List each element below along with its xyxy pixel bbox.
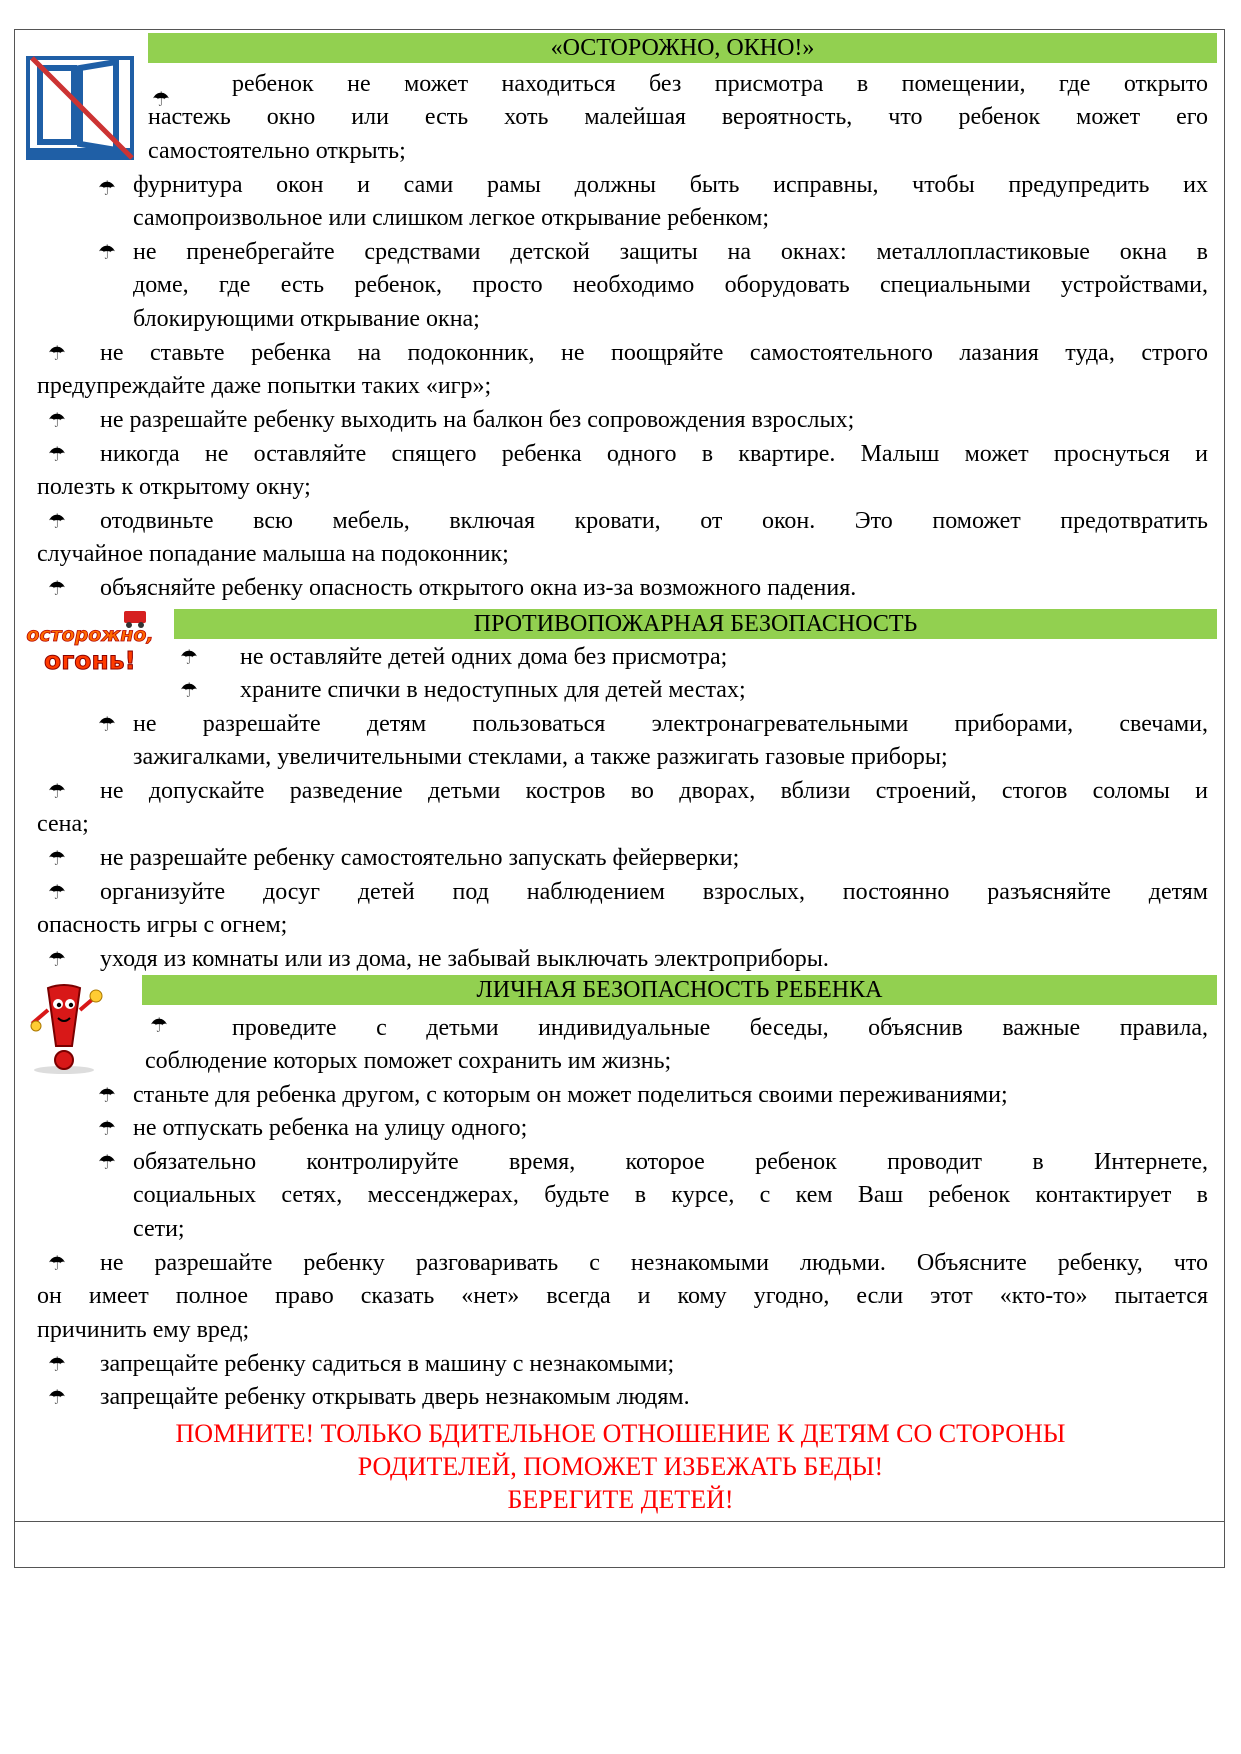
- bullet-icon: ☂: [48, 576, 66, 600]
- list-item-line: случайное попадание малыша на подоконник;: [37, 541, 509, 567]
- list-item-line: станьте для ребенка другом, с которым он может поделиться своими переживаниями;: [133, 1082, 1008, 1108]
- list-item-line: организуйте досуг детей под наблюдением взрослых, постоянно разъясняйте детям: [100, 879, 1208, 905]
- list-item-line: сена;: [37, 811, 89, 837]
- bullet-icon: ☂: [180, 678, 198, 702]
- list-item-line: не разрешайте ребенку самостоятельно запускать фейерверки;: [100, 845, 740, 871]
- list-item-line: не разрешайте ребенку разговаривать с незнакомыми людьми. Объясните ребенку, что: [100, 1250, 1208, 1276]
- bullet-icon: ☂: [98, 1083, 116, 1107]
- list-item-line: соблюдение которых поможет сохранить им жизнь;: [145, 1048, 672, 1074]
- list-item-line: не оставляйте детей одних дома без присмотра;: [240, 644, 728, 670]
- bullet-icon: ☂: [48, 947, 66, 971]
- fire-warning-logo-icon: [20, 607, 162, 679]
- bullet-icon: ☂: [48, 408, 66, 432]
- list-item-line: не допускайте разведение детьми костров во дворах, вблизи строений, стогов соломы и: [100, 778, 1208, 804]
- bullet-icon: ☂: [98, 176, 116, 200]
- list-item-line: полезть к открытому окну;: [37, 474, 311, 500]
- logo-text-1: осторожно,: [26, 624, 154, 646]
- warning-line-1: ПОМНИТЕ! ТОЛЬКО БДИТЕЛЬНОЕ ОТНОШЕНИЕ К ДЕТЯМ СО СТОРОНЫ: [175, 1419, 1066, 1448]
- list-item-line: сети;: [133, 1216, 185, 1242]
- list-item-line: самостоятельно открыть;: [148, 138, 406, 164]
- list-item-line: ребенок не может находиться без присмотра в помещении, где открыто: [232, 71, 1208, 97]
- bullet-icon: ☂: [98, 1116, 116, 1140]
- list-item-line: запрещайте ребенку открывать дверь незнакомым людям.: [100, 1384, 690, 1410]
- list-item-line: не пренебрегайте средствами детской защиты на окнах: металлопластиковые окна в: [133, 239, 1208, 265]
- list-item-line: объясняйте ребенку опасность открытого окна из-за возможного падения.: [100, 575, 857, 601]
- list-item-line: блокирующими открывание окна;: [133, 306, 480, 332]
- bullet-icon: ☂: [150, 1013, 168, 1037]
- warning-line-3: БЕРЕГИТЕ ДЕТЕЙ!: [507, 1485, 734, 1514]
- section-header-fire: ПРОТИВОПОЖАРНАЯ БЕЗОПАСНОСТЬ: [174, 609, 1217, 639]
- list-item-line: причинить ему вред;: [37, 1317, 250, 1343]
- bullet-icon: ☂: [48, 779, 66, 803]
- list-item-line: настежь окно или есть хоть малейшая вероятность, что ребенок может его: [148, 104, 1208, 130]
- bullet-icon: ☂: [48, 880, 66, 904]
- list-item-line: зажигалками, увеличительными стеклами, а также разжигать газовые приборы;: [133, 744, 948, 770]
- list-item-line: фурнитура окон и сами рамы должны быть исправны, чтобы предупредить их: [133, 172, 1208, 198]
- bullet-icon: ☂: [98, 712, 116, 736]
- bottom-divider: [15, 1521, 1224, 1522]
- list-item-line: храните спички в недоступных для детей местах;: [240, 677, 746, 703]
- section-header-window: «ОСТОРОЖНО, ОКНО!»: [148, 33, 1217, 63]
- list-item-line: проведите с детьми индивидуальные беседы, объяснив важные правила,: [232, 1015, 1208, 1041]
- bullet-icon: ☂: [180, 645, 198, 669]
- bullet-icon: ☂: [48, 341, 66, 365]
- list-item-line: не отпускать ребенка на улицу одного;: [133, 1115, 528, 1141]
- list-item-line: не разрешайте ребенку выходить на балкон без сопровождения взрослых;: [100, 407, 855, 433]
- bullet-icon: ☂: [98, 240, 116, 264]
- list-item-line: предупреждайте даже попытки таких «игр»;: [37, 373, 492, 399]
- list-item-line: никогда не оставляйте спящего ребенка одного в квартире. Малыш может проснуться и: [100, 441, 1208, 467]
- list-item-line: уходя из комнаты или из дома, не забывай выключать электроприборы.: [100, 946, 829, 972]
- list-item-line: обязательно контролируйте время, которое ребенок проводит в Интернете,: [133, 1149, 1208, 1175]
- list-item-line: самопроизвольное или слишком легкое открывание ребенком;: [133, 205, 770, 231]
- no-open-window-icon: [24, 54, 136, 162]
- list-item-line: отодвиньте всю мебель, включая кровати, от окон. Это поможет предотвратить: [100, 508, 1208, 534]
- bullet-icon: ☂: [48, 509, 66, 533]
- bullet-icon: ☂: [48, 1251, 66, 1275]
- bullet-icon: ☂: [98, 1150, 116, 1174]
- bullet-icon: ☂: [48, 442, 66, 466]
- list-item-line: он имеет полное право сказать «нет» всегда и кому угодно, если этот «кто-то» пытается: [37, 1283, 1208, 1309]
- logo-text-2: огонь!: [44, 646, 136, 675]
- bullet-icon: ☂: [48, 1352, 66, 1376]
- bullet-icon: ☂: [48, 1385, 66, 1409]
- list-item-line: опасность игры с огнем;: [37, 912, 288, 938]
- list-item-line: запрещайте ребенку садиться в машину с незнакомыми;: [100, 1351, 675, 1377]
- list-item-line: социальных сетях, мессенджерах, будьте в курсе, с кем Ваш ребенок контактирует в: [133, 1182, 1208, 1208]
- list-item-line: не разрешайте детям пользоваться электронагревательными приборами, свечами,: [133, 711, 1208, 737]
- list-item-line: не ставьте ребенка на подоконник, не поощряйте самостоятельного лазания туда, строго: [100, 340, 1208, 366]
- bullet-icon: ☂: [48, 846, 66, 870]
- warning-line-2: РОДИТЕЛЕЙ, ПОМОЖЕТ ИЗБЕЖАТЬ БЕДЫ!: [357, 1452, 884, 1481]
- list-item-line: доме, где есть ребенок, просто необходимо оборудовать специальными устройствами,: [133, 272, 1208, 298]
- section-header-personal: ЛИЧНАЯ БЕЗОПАСНОСТЬ РЕБЕНКА: [142, 975, 1217, 1005]
- exclamation-mascot-icon: [24, 982, 106, 1074]
- bullet-icon: ☂: [152, 87, 170, 111]
